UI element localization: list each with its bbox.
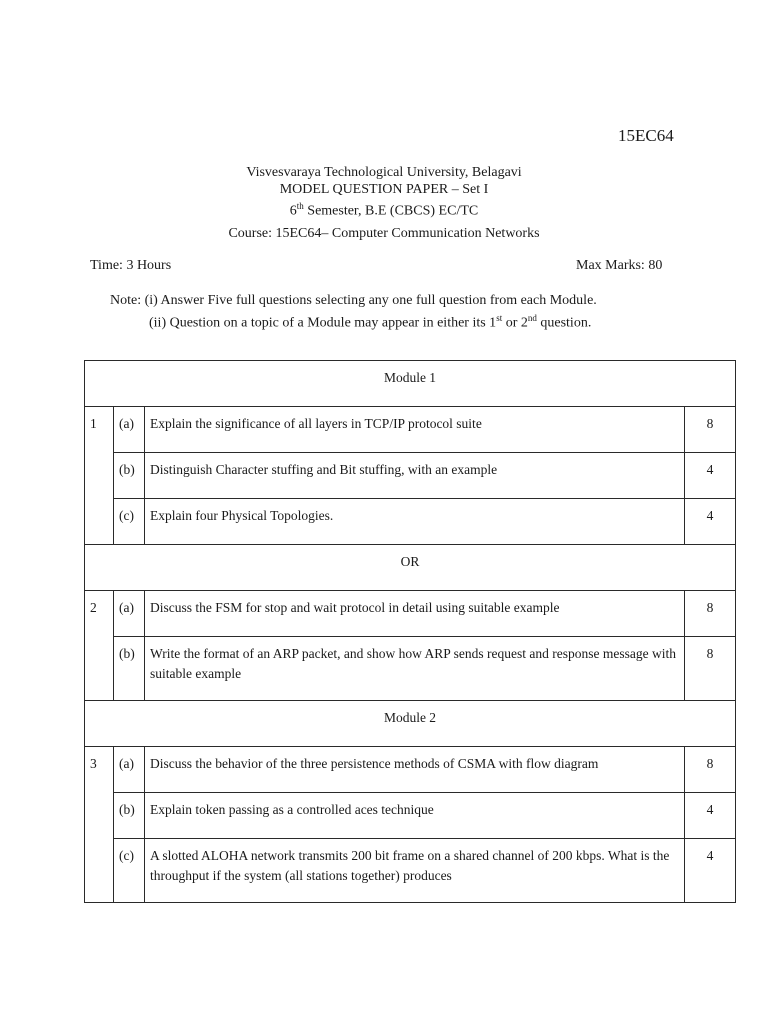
module-header-row bbox=[85, 361, 736, 407]
exam-duration: Time: 3 Hours bbox=[90, 258, 172, 273]
max-marks: Max Marks: 80 bbox=[576, 258, 663, 273]
table-row bbox=[85, 591, 736, 637]
course-title: Course: 15EC64– Computer Communication Networks bbox=[228, 226, 540, 241]
question-text: Explain four Physical Topologies. bbox=[145, 499, 685, 545]
part-label: (b) bbox=[114, 793, 145, 839]
question-marks: 4 bbox=[685, 453, 736, 499]
module-2-heading: Module 2 bbox=[85, 701, 736, 747]
semester-line bbox=[0, 198, 768, 220]
question-table bbox=[84, 360, 736, 903]
table-row bbox=[85, 407, 736, 453]
part-label: (c) bbox=[114, 499, 145, 545]
semester-rest: Semester, B.E (CBCS) EC/TC bbox=[303, 203, 479, 219]
subject-code: 15EC64 bbox=[618, 126, 674, 145]
note-line-2-part-a: (ii) Question on a topic of a Module may appear in either its 1 bbox=[149, 315, 497, 331]
table-row bbox=[85, 499, 736, 545]
or-row bbox=[85, 545, 736, 591]
question-number: 2 bbox=[85, 591, 114, 637]
question-text: Discuss the behavior of the three persistence methods of CSMA with flow diagram bbox=[145, 747, 685, 793]
or-divider: OR bbox=[85, 545, 736, 591]
semester-number: 6 bbox=[289, 203, 297, 219]
note-line-2 bbox=[149, 310, 591, 332]
table-row bbox=[85, 453, 736, 499]
note-line-2-part-c: question. bbox=[536, 315, 592, 331]
semester-suffix: th bbox=[296, 201, 304, 211]
note-line-1: Note: (i) Answer Five full questions selecting any one full question from each Module. bbox=[110, 293, 597, 308]
part-label: (a) bbox=[114, 747, 145, 793]
paper-title: MODEL QUESTION PAPER – Set I bbox=[279, 182, 489, 197]
question-text: Discuss the FSM for stop and wait protocol in detail using suitable example bbox=[145, 591, 685, 637]
question-number-blank bbox=[85, 499, 114, 545]
question-text: Explain token passing as a controlled aces technique bbox=[145, 793, 685, 839]
question-number-blank bbox=[85, 637, 114, 701]
module-header-row bbox=[85, 701, 736, 747]
question-text: Distinguish Character stuffing and Bit stuffing, with an example bbox=[145, 453, 685, 499]
question-number-blank bbox=[85, 793, 114, 839]
university-name: Visvesvaraya Technological University, Belagavi bbox=[246, 165, 522, 180]
part-label: (b) bbox=[114, 453, 145, 499]
question-text: Write the format of an ARP packet, and show how ARP sends request and response message with suitable example bbox=[145, 637, 685, 701]
question-marks: 4 bbox=[685, 839, 736, 903]
question-text: Explain the significance of all layers in TCP/IP protocol suite bbox=[145, 407, 685, 453]
table-row bbox=[85, 637, 736, 701]
question-marks: 8 bbox=[685, 747, 736, 793]
question-text: A slotted ALOHA network transmits 200 bit frame on a shared channel of 200 kbps. What is the throughput if the system (all stations together) produces bbox=[145, 839, 685, 903]
module-1-heading: Module 1 bbox=[85, 361, 736, 407]
table-row bbox=[85, 793, 736, 839]
note-sup-nd: nd bbox=[527, 313, 537, 323]
part-label: (a) bbox=[114, 591, 145, 637]
question-number: 3 bbox=[85, 747, 114, 793]
part-label: (c) bbox=[114, 839, 145, 903]
question-marks: 8 bbox=[685, 637, 736, 701]
question-number: 1 bbox=[85, 407, 114, 453]
part-label: (b) bbox=[114, 637, 145, 701]
question-marks: 8 bbox=[685, 407, 736, 453]
question-marks: 4 bbox=[685, 793, 736, 839]
note-line-2-part-b: or 2 bbox=[502, 315, 528, 331]
question-number-blank bbox=[85, 839, 114, 903]
note-sup-st: st bbox=[496, 313, 503, 323]
question-marks: 8 bbox=[685, 591, 736, 637]
part-label: (a) bbox=[114, 407, 145, 453]
table-row bbox=[85, 747, 736, 793]
table-row bbox=[85, 839, 736, 903]
question-marks: 4 bbox=[685, 499, 736, 545]
question-number-blank bbox=[85, 453, 114, 499]
